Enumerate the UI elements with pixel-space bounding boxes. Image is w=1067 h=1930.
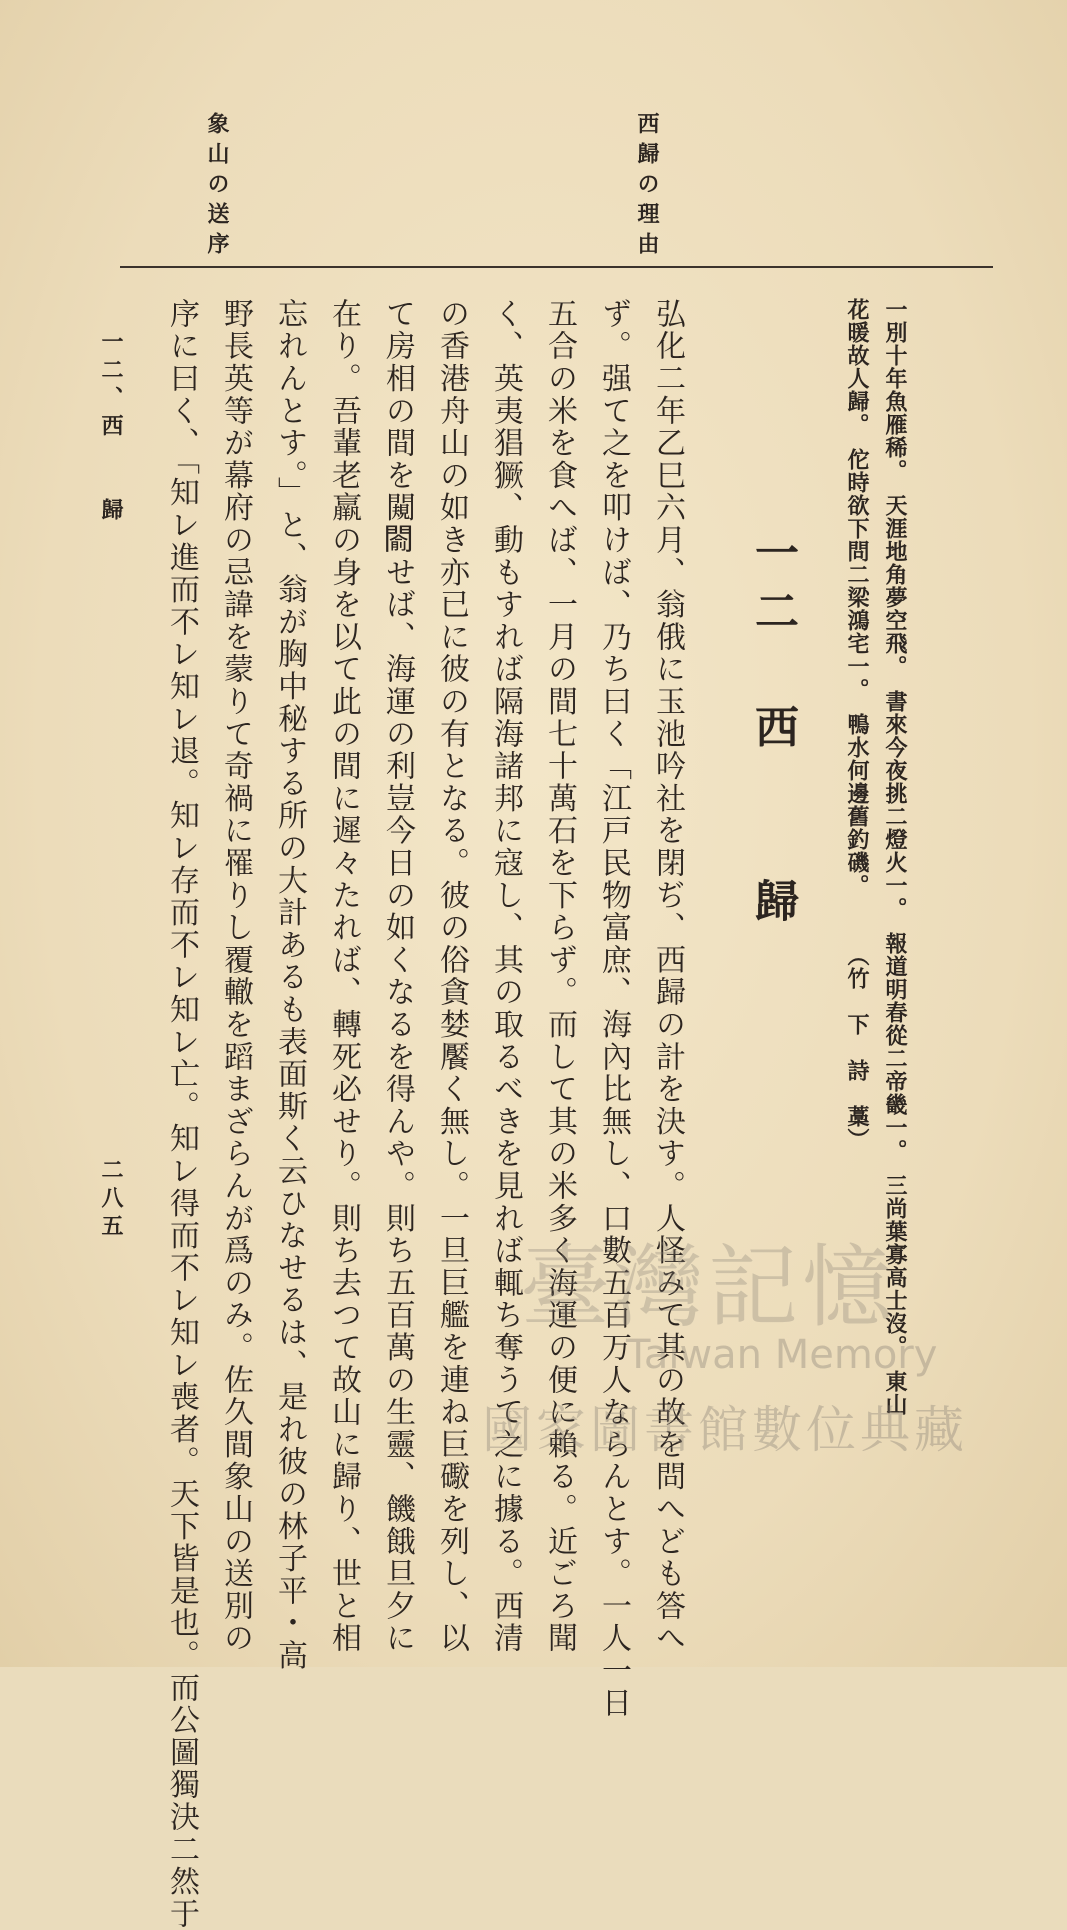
body-line: 野長英等が幕府の忌諱を蒙りて奇禍に罹りし覆轍を蹈まざらんが爲のみ。佐久間象山の送別の xyxy=(218,298,253,1655)
body-line: く、英夷猖獗、動もすれば隔海諸邦に寇し、其の取るべきを見れば輒ち奪うて之に據る。西清 xyxy=(488,298,523,1655)
footer-section-label: 一二、西 歸 xyxy=(98,330,124,526)
watermark-english: Taiwan Memory xyxy=(626,1332,938,1378)
running-title-right: 西歸の理由 xyxy=(634,112,660,262)
poem-line-1: 一別十年魚雁稀。 天涯地角夢空飛。 書來今夜挑二燈火一。 報道明春從二帝畿一。 三尚葉寡高士沒。 東山 xyxy=(882,298,908,1416)
poem-line-2: 花暖故人歸。 佗時欲下問二梁鴻宅一。 鴨水何邊舊釣磯。 （竹 下 詩 藁） xyxy=(844,298,870,1151)
body-line: ず。强て之を叩けば、乃ち曰く「江戸民物富庶、海內比無し、口數五百万人ならんとす。一人一日 xyxy=(596,298,631,1720)
watermark-library: 國家圖書館數位典藏 xyxy=(482,1401,968,1459)
header-rule xyxy=(120,266,993,268)
body-line: 在り。吾輩老羸の身を以て此の間に遲々たれば、轉死必せり。則ち去つて故山に歸り、世と相 xyxy=(326,298,361,1655)
watermark-chars: 臺灣記憶 xyxy=(520,1235,896,1340)
body-line: 弘化二年乙巳六月、翁俄に玉池吟社を閉ぢ、西歸の計を決す。人怪みて其の故を問へども答へ xyxy=(650,298,685,1655)
body-line: の香港舟山の如き亦已に彼の有となる。彼の俗貪婪饜く無し。一旦巨艦を連ね巨礮を列し、以 xyxy=(434,298,469,1655)
body-line: 五合の米を食へば、一月の間七十萬石を下らず。而して其の米多く海運の便に賴る。近ごろ聞 xyxy=(542,298,577,1655)
body-line: て房相の間を闚𨵦せば、海運の利豈今日の如くなるを得んや。則ち五百萬の生靈、饑餓旦夕に xyxy=(380,298,415,1655)
running-title-left: 象山の送序 xyxy=(204,112,230,262)
page-number: 二八五 xyxy=(98,1158,124,1242)
body-line: 忘れんとす。」と、翁が胸中秘する所の大計あるも表面斯く云ひなせるは、是れ彼の林子平・高 xyxy=(272,298,307,1672)
section-heading: 一二 西 歸 xyxy=(747,530,798,936)
body-line: 序に曰く、「知レ進而不レ知レ退。知レ存而不レ知レ亡。知レ得而不レ知レ喪者。天下皆是也。而公圖獨決二然于 xyxy=(164,298,199,1930)
